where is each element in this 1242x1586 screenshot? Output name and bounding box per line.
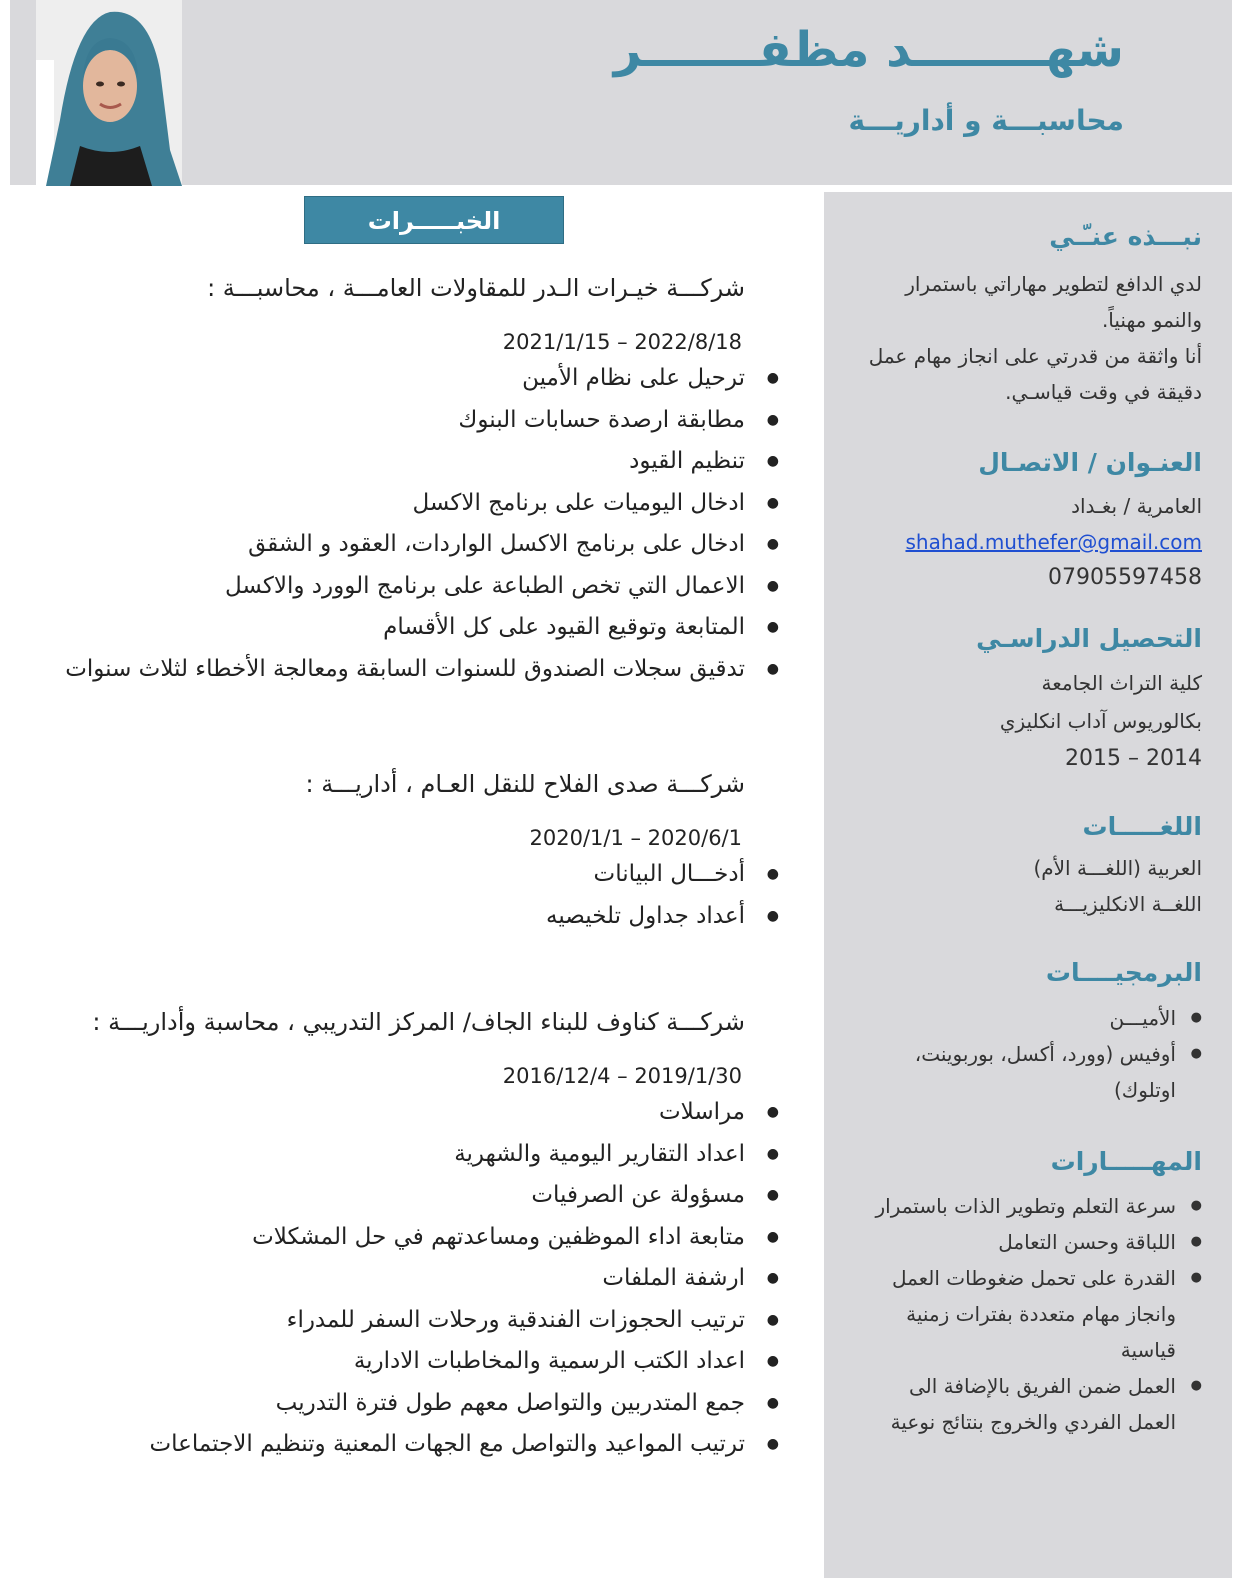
- skill-item: [875, 1188, 1176, 1224]
- skill-item-label: العمل الفردي والخروج بنتائج نوعية: [890, 1410, 1176, 1434]
- job-task: ● اعداد الكتب الرسمية والمخاطبات الادارية: [149, 1341, 745, 1383]
- candidate-name: شهــــــــد مظفـــــــر: [613, 22, 1124, 78]
- profile-photo: [36, 0, 182, 186]
- job-task: ● مطابقة ارصدة حسابات البنوك: [55, 400, 745, 442]
- about-text: [869, 266, 1202, 410]
- contact-heading: العنـوان / الاتصـال: [978, 448, 1202, 477]
- software-heading: البرمجيــــات: [1045, 958, 1202, 987]
- languages-heading: اللغـــــات: [1082, 812, 1202, 841]
- software-item-label: اوتلوك): [1113, 1078, 1176, 1102]
- sidebar-panel: [824, 192, 1232, 1578]
- job-task: ● اعداد التقارير اليومية والشهرية: [149, 1134, 745, 1176]
- skill-item-label: قياسية: [1120, 1338, 1176, 1362]
- skill-item-label: القدرة على تحمل ضغوطات العمل: [891, 1266, 1176, 1290]
- contact-phone: 07905597458: [1048, 565, 1202, 590]
- job-task: ● مسؤولة عن الصرفيات: [149, 1175, 745, 1217]
- job-task: ● ادخال اليوميات على برنامج الاكسل: [55, 483, 745, 525]
- software-item-label: الأميـــن: [1109, 1006, 1176, 1030]
- education-college: كلية التراث الجامعة: [1041, 671, 1202, 695]
- software-list: [915, 1000, 1202, 1108]
- job-task: ● المتابعة وتوقيع القيود على كل الأقسام: [55, 607, 745, 649]
- education-years: 2015 – 2014: [1065, 746, 1202, 771]
- job-task: ● ترتيب الحجوزات الفندقية ورحلات السفر للمدراء: [149, 1300, 745, 1342]
- skill-item-label: العمل ضمن الفريق بالإضافة الى: [908, 1374, 1176, 1398]
- job-task: ● جمع المتدربين والتواصل معهم طول فترة التدريب: [149, 1383, 745, 1425]
- job-title: شركـــة صدى الفلاح للنقل العـام ، أداريـــة :: [305, 770, 745, 798]
- software-item: [915, 1036, 1176, 1108]
- contact-block: [905, 488, 1202, 596]
- job-date: 2020/1/1 – 2020/6/1: [529, 826, 742, 850]
- job-task: ● أعداد جداول تلخيصيه: [546, 896, 745, 938]
- job-date: 2016/12/4 – 2019/1/30: [502, 1064, 742, 1088]
- software-item: [915, 1000, 1176, 1036]
- job-task: ● مراسلات: [149, 1092, 745, 1134]
- language-item: العربية (اللغـــة الأم): [1033, 856, 1202, 880]
- job-title: شركـــة كناوف للبناء الجاف/ المركز التدريبي ، محاسبة وأداريـــة :: [92, 1008, 745, 1036]
- job-task: ● تنظيم القيود: [55, 441, 745, 483]
- contact-address: العامرية / بغـداد: [1071, 494, 1202, 518]
- about-line: والنمو مهنياً.: [1101, 308, 1202, 332]
- job-task-list: [149, 1092, 745, 1466]
- skill-item-label: سرعة التعلم وتطوير الذات باستمرار: [875, 1194, 1176, 1218]
- job-task: ● ارشفة الملفات: [149, 1258, 745, 1300]
- profile-photo-avatar-icon: [36, 0, 182, 186]
- education-degree: بكالوريوس آداب انكليزي: [999, 709, 1202, 733]
- skill-item: [875, 1260, 1176, 1368]
- job-title: شركـــة خيـرات الـدر للمقاولات العامـــة ، محاسبـــة :: [207, 274, 745, 302]
- job-date: 2021/1/15 – 2022/8/18: [502, 330, 742, 354]
- education-block: [1000, 664, 1202, 778]
- job-task-list: [55, 358, 745, 689]
- skill-item: [875, 1224, 1176, 1260]
- job-task: ● أدخـــال البيانات: [546, 854, 745, 896]
- about-heading: نبـــذه عنـّـي: [1049, 222, 1202, 251]
- candidate-subtitle: محاسبـــة و أداريـــة: [848, 104, 1124, 137]
- experience-heading: الخبـــــرات: [304, 196, 564, 244]
- job-task: ● الاعمال التي تخص الطباعة على برنامج الوورد والاكسل: [55, 566, 745, 608]
- about-line: أنا واثقة من قدرتي على انجاز مهام عمل: [868, 344, 1202, 368]
- job-task: ● ادخال على برنامج الاكسل الواردات، العقود و الشقق: [55, 524, 745, 566]
- language-item: اللغــة الانكليزيـــة: [1054, 892, 1202, 916]
- languages-block: [1033, 850, 1202, 922]
- contact-email-link[interactable]: shahad.muthefer@gmail.com: [905, 530, 1202, 554]
- skills-heading: المهـــــارات: [1050, 1147, 1202, 1176]
- about-line: لدي الدافع لتطوير مهاراتي باستمرار: [905, 272, 1202, 296]
- about-line: دقيقة في وقت قياسـي.: [1005, 380, 1202, 404]
- job-task: ● تدقيق سجلات الصندوق للسنوات السابقة ومعالجة الأخطاء لثلاث سنوات: [55, 649, 745, 689]
- skill-item-label: وانجاز مهام متعددة بفترات زمنية: [906, 1302, 1176, 1326]
- skills-list: [875, 1188, 1202, 1440]
- skill-item: [875, 1368, 1176, 1440]
- job-task: ● ترتيب المواعيد والتواصل مع الجهات المعنية وتنظيم الاجتماعات: [149, 1424, 745, 1466]
- software-item-label: أوفيس (وورد، أكسل، بوربوينت،: [914, 1042, 1176, 1066]
- job-task: ● متابعة اداء الموظفين ومساعدتهم في حل المشكلات: [149, 1217, 745, 1259]
- education-heading: التحصيل الدراسـي: [976, 624, 1202, 653]
- job-task-list: [546, 854, 745, 937]
- skill-item-label: اللباقة وحسن التعامل: [998, 1230, 1176, 1254]
- job-task: ● ترحيل على نظام الأمين: [55, 358, 745, 400]
